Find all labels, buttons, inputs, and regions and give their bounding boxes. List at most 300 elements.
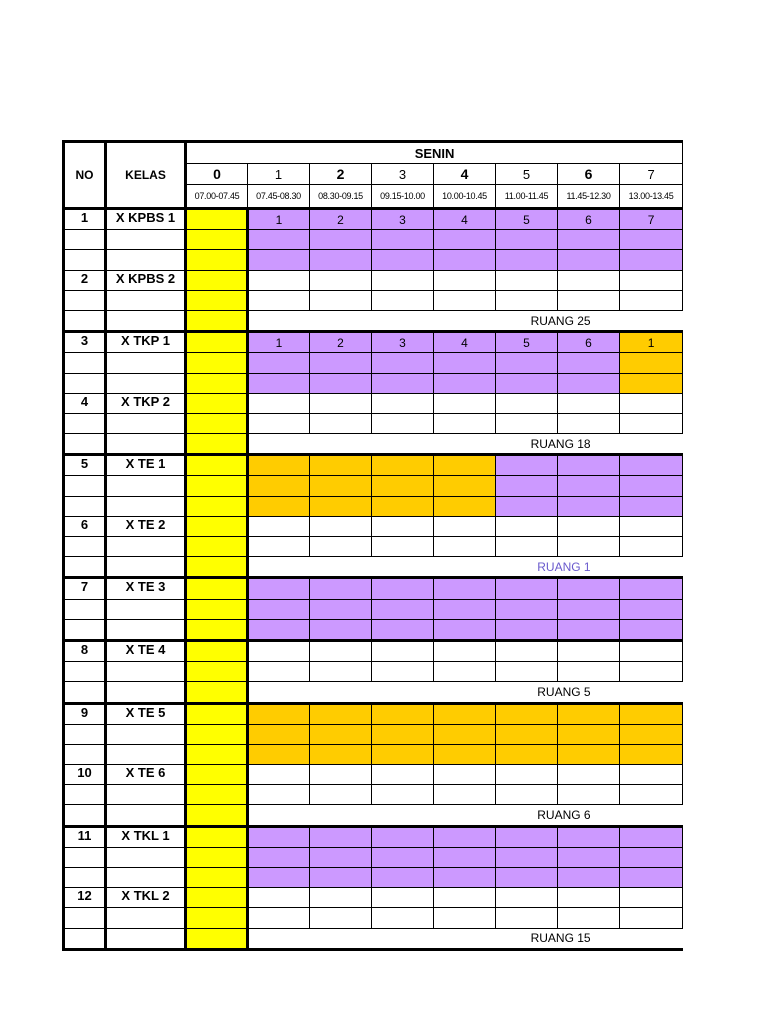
- schedule-cell: [620, 619, 683, 640]
- table-row: [64, 250, 683, 270]
- schedule-cell: [248, 662, 310, 682]
- schedule-cell: [248, 496, 310, 516]
- schedule-cell: [434, 765, 496, 785]
- schedule-cell: [310, 270, 372, 290]
- schedule-cell: [620, 393, 683, 413]
- class-no: [64, 353, 106, 373]
- schedule-cell: [620, 250, 683, 270]
- class-no: 10: [64, 765, 106, 785]
- schedule-cell: [434, 250, 496, 270]
- period-0-cell: [186, 682, 248, 703]
- schedule-cell: [496, 703, 558, 724]
- ruang-row: [64, 557, 683, 578]
- schedule-cell: 6: [558, 209, 620, 230]
- schedule-cell: [372, 290, 434, 310]
- period-0-cell: [186, 908, 248, 928]
- period-0-cell: [186, 557, 248, 578]
- period-header: 7: [620, 164, 683, 185]
- table-row: [64, 765, 683, 785]
- class-name: [106, 373, 186, 393]
- schedule-cell: [434, 496, 496, 516]
- table-row: [64, 290, 683, 310]
- schedule-cell: [434, 888, 496, 908]
- schedule-cell: [248, 353, 310, 373]
- schedule-cell: 2: [310, 332, 372, 353]
- class-name: X KPBS 1: [106, 209, 186, 230]
- schedule-cell: [372, 662, 434, 682]
- period-0-cell: [186, 434, 248, 455]
- schedule-cell: [434, 847, 496, 867]
- period-0-cell: [186, 744, 248, 764]
- schedule-cell: [620, 640, 683, 661]
- class-name: X TE 1: [106, 455, 186, 476]
- schedule-cell: [496, 290, 558, 310]
- schedule-cell: [620, 826, 683, 847]
- class-name: X TKL 2: [106, 888, 186, 908]
- table-row: [64, 353, 683, 373]
- class-name: X TE 3: [106, 578, 186, 599]
- class-no: 2: [64, 270, 106, 290]
- schedule-cell: [310, 413, 372, 433]
- class-name: [106, 908, 186, 928]
- schedule-cell: [248, 250, 310, 270]
- schedule-cell: [558, 785, 620, 805]
- table-row: [64, 373, 683, 393]
- schedule-cell: [310, 765, 372, 785]
- schedule-cell: [496, 724, 558, 744]
- schedule-cell: [620, 888, 683, 908]
- schedule-cell: [434, 724, 496, 744]
- schedule-cell: [310, 868, 372, 888]
- class-name: [106, 724, 186, 744]
- schedule-cell: [620, 353, 683, 373]
- table-row: [64, 724, 683, 744]
- schedule-cell: [248, 413, 310, 433]
- class-no: 11: [64, 826, 106, 847]
- schedule-cell: [248, 868, 310, 888]
- schedule-cell: [558, 908, 620, 928]
- class-name: [106, 537, 186, 557]
- schedule-cell: 6: [558, 332, 620, 353]
- time-header: 10.00-10.45: [434, 185, 496, 209]
- schedule-cell: [434, 908, 496, 928]
- class-name: [106, 868, 186, 888]
- ruang-row: [64, 434, 683, 455]
- schedule-cell: [248, 640, 310, 661]
- schedule-cell: [372, 578, 434, 599]
- schedule-cell: [558, 744, 620, 764]
- table-row: [64, 908, 683, 928]
- schedule-cell: [434, 537, 496, 557]
- schedule-cell: [310, 393, 372, 413]
- schedule-cell: [496, 516, 558, 536]
- schedule-cell: 4: [434, 209, 496, 230]
- schedule-table: [62, 140, 683, 951]
- schedule-cell: [372, 765, 434, 785]
- header-row-day: [64, 142, 683, 164]
- schedule-cell: [558, 250, 620, 270]
- ruang-row: [64, 805, 683, 826]
- class-name: [106, 805, 186, 826]
- class-name: X TE 6: [106, 765, 186, 785]
- ruang-row: [64, 928, 683, 949]
- schedule-cell: [620, 270, 683, 290]
- table-row: [64, 619, 683, 640]
- schedule-cell: [434, 230, 496, 250]
- schedule-cell: [248, 724, 310, 744]
- schedule-cell: [434, 703, 496, 724]
- period-0-cell: [186, 393, 248, 413]
- schedule-cell: [496, 888, 558, 908]
- class-name: [106, 230, 186, 250]
- schedule-cell: [434, 393, 496, 413]
- class-no: [64, 434, 106, 455]
- schedule-cell: [620, 724, 683, 744]
- ruang-row: [64, 310, 683, 331]
- schedule-cell: [496, 908, 558, 928]
- schedule-cell: [248, 373, 310, 393]
- table-row: [64, 209, 683, 230]
- schedule-cell: [496, 744, 558, 764]
- schedule-cell: [496, 393, 558, 413]
- schedule-cell: [310, 640, 372, 661]
- schedule-cell: [248, 619, 310, 640]
- schedule-cell: [434, 290, 496, 310]
- table-row: [64, 703, 683, 724]
- schedule-cell: [558, 353, 620, 373]
- period-0-cell: [186, 496, 248, 516]
- schedule-cell: [248, 537, 310, 557]
- schedule-cell: [310, 724, 372, 744]
- schedule-cell: [310, 785, 372, 805]
- class-name: X TKP 1: [106, 332, 186, 353]
- schedule-cell: [310, 516, 372, 536]
- class-name: [106, 785, 186, 805]
- class-no: 1: [64, 209, 106, 230]
- schedule-cell: [558, 847, 620, 867]
- table-row: [64, 826, 683, 847]
- table-row: [64, 413, 683, 433]
- period-0-cell: [186, 209, 248, 230]
- period-0-cell: [186, 250, 248, 270]
- class-name: [106, 619, 186, 640]
- time-header: 07.45-08.30: [248, 185, 310, 209]
- schedule-cell: [248, 393, 310, 413]
- schedule-cell: [372, 847, 434, 867]
- table-row: [64, 599, 683, 619]
- table-row: [64, 516, 683, 536]
- period-0-cell: [186, 619, 248, 640]
- schedule-cell: [372, 496, 434, 516]
- class-no: [64, 413, 106, 433]
- schedule-cell: [310, 578, 372, 599]
- schedule-cell: [434, 516, 496, 536]
- schedule-cell: [372, 373, 434, 393]
- schedule-cell: [434, 578, 496, 599]
- schedule-cell: [310, 847, 372, 867]
- schedule-cell: 5: [496, 332, 558, 353]
- class-name: [106, 928, 186, 949]
- class-no: [64, 724, 106, 744]
- class-no: 5: [64, 455, 106, 476]
- schedule-cell: [248, 290, 310, 310]
- period-0-cell: [186, 599, 248, 619]
- schedule-cell: [620, 373, 683, 393]
- header-day: SENIN: [186, 142, 683, 164]
- schedule-cell: [310, 496, 372, 516]
- schedule-cell: [496, 496, 558, 516]
- schedule-cell: [248, 230, 310, 250]
- schedule-cell: [248, 270, 310, 290]
- schedule-cell: 3: [372, 209, 434, 230]
- schedule-cell: [496, 599, 558, 619]
- period-0-cell: [186, 928, 248, 949]
- schedule-cell: [248, 599, 310, 619]
- schedule-cell: [372, 537, 434, 557]
- ruang-row: [64, 682, 683, 703]
- schedule-cell: [620, 703, 683, 724]
- schedule-cell: [620, 599, 683, 619]
- class-no: [64, 230, 106, 250]
- period-0-cell: [186, 455, 248, 476]
- class-no: 9: [64, 703, 106, 724]
- schedule-cell: 2: [310, 209, 372, 230]
- schedule-cell: [248, 744, 310, 764]
- class-no: 3: [64, 332, 106, 353]
- table-row: [64, 868, 683, 888]
- class-name: X TKP 2: [106, 393, 186, 413]
- class-no: [64, 908, 106, 928]
- schedule-cell: [620, 496, 683, 516]
- schedule-cell: [496, 476, 558, 496]
- schedule-cell: [372, 619, 434, 640]
- schedule-cell: [558, 578, 620, 599]
- class-name: X TE 2: [106, 516, 186, 536]
- table-row: [64, 476, 683, 496]
- schedule-cell: [248, 888, 310, 908]
- table-row: [64, 537, 683, 557]
- table-row: [64, 496, 683, 516]
- table-row: [64, 455, 683, 476]
- period-0-cell: [186, 413, 248, 433]
- schedule-cell: [372, 744, 434, 764]
- schedule-cell: [558, 496, 620, 516]
- schedule-cell: [310, 703, 372, 724]
- schedule-cell: [372, 724, 434, 744]
- class-no: 6: [64, 516, 106, 536]
- class-no: [64, 290, 106, 310]
- time-header: 13.00-13.45: [620, 185, 683, 209]
- room-label: RUANG 6: [537, 808, 591, 823]
- schedule-cell: [310, 537, 372, 557]
- schedule-cell: 1: [620, 332, 683, 353]
- schedule-cell: [372, 270, 434, 290]
- period-0-cell: [186, 785, 248, 805]
- schedule-cell: [620, 765, 683, 785]
- schedule-cell: [558, 765, 620, 785]
- period-0-cell: [186, 662, 248, 682]
- schedule-cell: [496, 826, 558, 847]
- schedule-cell: [310, 476, 372, 496]
- schedule-cell: 4: [434, 332, 496, 353]
- class-no: 4: [64, 393, 106, 413]
- class-no: [64, 250, 106, 270]
- schedule-cell: [248, 765, 310, 785]
- period-0-cell: [186, 724, 248, 744]
- period-0-cell: [186, 516, 248, 536]
- schedule-cell: [496, 455, 558, 476]
- schedule-cell: [558, 290, 620, 310]
- schedule-cell: [372, 785, 434, 805]
- schedule-cell: [372, 455, 434, 476]
- schedule-cell: [434, 455, 496, 476]
- schedule-cell: [434, 640, 496, 661]
- schedule-cell: 7: [620, 209, 683, 230]
- class-name: [106, 496, 186, 516]
- period-0-cell: [186, 826, 248, 847]
- schedule-cell: [620, 476, 683, 496]
- class-no: [64, 662, 106, 682]
- period-0-cell: [186, 578, 248, 599]
- class-no: [64, 619, 106, 640]
- room-label: RUANG 18: [530, 436, 591, 451]
- schedule-cell: [372, 908, 434, 928]
- period-0-cell: [186, 230, 248, 250]
- class-no: [64, 557, 106, 578]
- schedule-cell: [248, 455, 310, 476]
- class-name: [106, 353, 186, 373]
- class-no: [64, 868, 106, 888]
- schedule-cell: [558, 413, 620, 433]
- schedule-cell: [496, 373, 558, 393]
- schedule-cell: [558, 826, 620, 847]
- schedule-cell: [310, 290, 372, 310]
- schedule-cell: [496, 230, 558, 250]
- class-name: [106, 682, 186, 703]
- table-row: [64, 393, 683, 413]
- schedule-cell: [496, 537, 558, 557]
- schedule-cell: [310, 599, 372, 619]
- schedule-cell: [434, 353, 496, 373]
- schedule-cell: [496, 662, 558, 682]
- schedule-cell: [310, 744, 372, 764]
- schedule-cell: [558, 619, 620, 640]
- table-row: [64, 230, 683, 250]
- class-name: [106, 290, 186, 310]
- room-label: RUANG 5: [537, 684, 591, 699]
- schedule-cell: [434, 868, 496, 888]
- schedule-cell: [496, 353, 558, 373]
- period-0-cell: [186, 640, 248, 661]
- time-header: 08.30-09.15: [310, 185, 372, 209]
- schedule-cell: [248, 908, 310, 928]
- class-no: [64, 599, 106, 619]
- schedule-cell: [310, 230, 372, 250]
- header-kelas: KELAS: [106, 142, 186, 209]
- schedule-cell: [248, 578, 310, 599]
- table-row: [64, 785, 683, 805]
- schedule-cell: [434, 785, 496, 805]
- schedule-cell: [496, 785, 558, 805]
- schedule-cell: [434, 599, 496, 619]
- schedule-cell: [558, 373, 620, 393]
- schedule-cell: [372, 640, 434, 661]
- table-row: [64, 270, 683, 290]
- schedule-cell: [434, 826, 496, 847]
- period-0-cell: [186, 868, 248, 888]
- table-row: [64, 332, 683, 353]
- period-0-cell: [186, 270, 248, 290]
- schedule-cell: [558, 888, 620, 908]
- schedule-cell: [310, 619, 372, 640]
- class-no: 12: [64, 888, 106, 908]
- class-no: [64, 847, 106, 867]
- class-no: [64, 496, 106, 516]
- schedule-cell: [558, 516, 620, 536]
- period-0-cell: [186, 476, 248, 496]
- period-header: 2: [310, 164, 372, 185]
- schedule-cell: [620, 578, 683, 599]
- schedule-cell: [434, 373, 496, 393]
- class-name: [106, 310, 186, 331]
- class-name: [106, 847, 186, 867]
- class-no: [64, 785, 106, 805]
- class-name: [106, 599, 186, 619]
- schedule-cell: [248, 826, 310, 847]
- schedule-cell: [434, 413, 496, 433]
- table-row: [64, 578, 683, 599]
- schedule-cell: [496, 619, 558, 640]
- schedule-cell: [372, 393, 434, 413]
- class-name: [106, 662, 186, 682]
- schedule-cell: [434, 744, 496, 764]
- schedule-cell: [372, 703, 434, 724]
- schedule-cell: [248, 703, 310, 724]
- schedule-cell: [372, 516, 434, 536]
- schedule-cell: [558, 537, 620, 557]
- schedule-cell: [620, 908, 683, 928]
- period-0-cell: [186, 805, 248, 826]
- table-row: [64, 847, 683, 867]
- period-0-cell: [186, 765, 248, 785]
- schedule-cell: [558, 724, 620, 744]
- period-header: 4: [434, 164, 496, 185]
- class-name: X KPBS 2: [106, 270, 186, 290]
- schedule-cell: [310, 888, 372, 908]
- time-header: 07.00-07.45: [186, 185, 248, 209]
- schedule-cell: [558, 640, 620, 661]
- header-no: NO: [64, 142, 106, 209]
- schedule-cell: [496, 868, 558, 888]
- schedule-cell: [372, 353, 434, 373]
- schedule-cell: [248, 785, 310, 805]
- schedule-cell: 1: [248, 332, 310, 353]
- schedule-cell: [310, 250, 372, 270]
- period-header: 0: [186, 164, 248, 185]
- class-no: [64, 310, 106, 331]
- schedule-cell: [620, 537, 683, 557]
- schedule-cell: [620, 868, 683, 888]
- class-name: X TKL 1: [106, 826, 186, 847]
- schedule-cell: [620, 230, 683, 250]
- time-header: 11.45-12.30: [558, 185, 620, 209]
- schedule-cell: [310, 662, 372, 682]
- table-row: [64, 662, 683, 682]
- schedule-cell: [558, 868, 620, 888]
- time-header: 09.15-10.00: [372, 185, 434, 209]
- period-0-cell: [186, 310, 248, 331]
- class-no: [64, 373, 106, 393]
